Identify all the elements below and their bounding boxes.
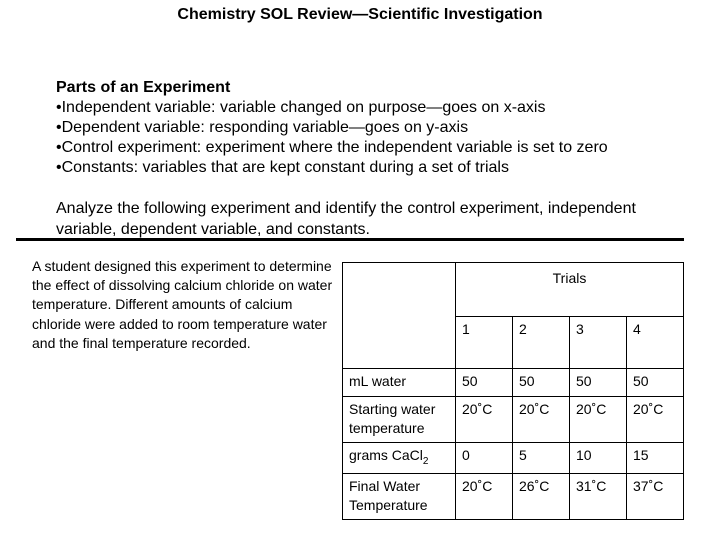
parts-item: •Control experiment: experiment where the independent variable is set to zero: [56, 139, 608, 156]
analyze-instructions: Analyze the following experiment and identify the control experiment, independent variable, dependent variable, and constants.: [56, 200, 636, 238]
experiment-description: A student designed this experiment to determine the effect of dissolving calcium chloride on water temperature. Different amounts of calcium chloride were added to room temperature water and the final temperature recorded.: [32, 258, 333, 351]
table-cell: 0: [456, 443, 513, 474]
table-cell: 15: [627, 443, 684, 474]
row-label: Final Water Temperature: [343, 473, 456, 519]
table-cell: 20˚C: [513, 397, 570, 443]
table-cell: 20˚C: [456, 473, 513, 519]
table-cell: 50: [513, 369, 570, 397]
divider-rule: [16, 238, 684, 241]
table-cell: 50: [627, 369, 684, 397]
table-row: [343, 443, 684, 474]
row-label-subscript: 2: [422, 455, 429, 467]
table-cell: 5: [513, 443, 570, 474]
parts-item: •Constants: variables that are kept constant during a set of trials: [56, 159, 509, 176]
table-cell: 20˚C: [627, 397, 684, 443]
parts-of-experiment: [56, 78, 608, 178]
table-cell: 20˚C: [456, 397, 513, 443]
table-cell: 37˚C: [627, 473, 684, 519]
table-row: [343, 369, 684, 397]
trial-number: 1: [456, 317, 513, 369]
page-title: Chemistry SOL Review—Scientific Investigation: [177, 6, 543, 23]
trials-header: Trials: [456, 263, 684, 317]
table-row: [343, 473, 684, 519]
parts-item: •Dependent variable: responding variable—goes on y-axis: [56, 119, 469, 136]
parts-item: •Independent variable: variable changed on purpose—goes on x-axis: [56, 99, 546, 116]
row-label: Starting water temperature: [343, 397, 456, 443]
table-cell: 31˚C: [570, 473, 627, 519]
table-cell: 10: [570, 443, 627, 474]
table-row: [343, 263, 684, 317]
trial-number: 4: [627, 317, 684, 369]
table-cell: 50: [570, 369, 627, 397]
trial-number: 3: [570, 317, 627, 369]
table-row: [343, 397, 684, 443]
trial-number: 2: [513, 317, 570, 369]
parts-heading: Parts of an Experiment: [56, 79, 231, 96]
table-cell: 50: [456, 369, 513, 397]
table-cell: 26˚C: [513, 473, 570, 519]
row-label-main: grams CaCl: [349, 447, 423, 463]
trials-table: [342, 262, 684, 520]
row-label: [343, 443, 456, 474]
row-label: mL water: [343, 369, 456, 397]
table-corner-cell: [343, 263, 456, 369]
table-cell: 20˚C: [570, 397, 627, 443]
